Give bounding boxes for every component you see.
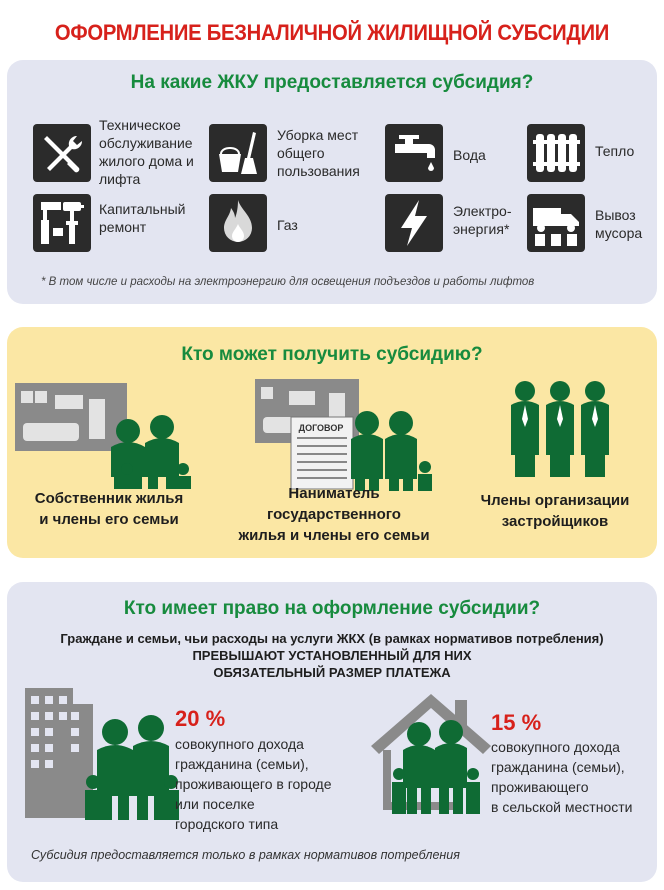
rights-line-3: ОБЯЗАТЕЛЬНЫЙ РАЗМЕР ПЛАТЕЖА	[213, 665, 451, 680]
rural-house-family-illustration	[369, 690, 493, 814]
who-label-tenant: Наниматель государственного жилья и члены его семьи	[238, 485, 430, 544]
owner-family-illustration	[15, 379, 197, 489]
rights-note: Субсидия предоставляется только в рамках нормативов потребления	[31, 848, 460, 862]
radiator-icon	[527, 124, 585, 182]
contract-label: ДОГОВОР	[298, 423, 344, 433]
tools-icon	[33, 124, 91, 182]
service-label-gas: Газ	[277, 217, 298, 233]
city-percent: 20 %	[175, 706, 226, 731]
tenant-family-illustration	[255, 379, 435, 491]
rights-line-2: ПРЕВЫШАЮТ УСТАНОВЛЕННЫЙ ДЛЯ НИХ	[192, 648, 472, 663]
lightning-icon	[385, 194, 443, 252]
service-label-water: Вода	[453, 147, 486, 163]
garbage-truck-icon	[527, 194, 585, 252]
faucet-icon	[385, 124, 443, 182]
rights-panel	[7, 582, 657, 882]
who-heading: Кто может получить субсидию?	[181, 344, 483, 365]
page-title: ОФОРМЛЕНИЕ БЕЗНАЛИЧНОЙ ЖИЛИЩНОЙ СУБСИДИИ	[54, 20, 610, 45]
city-family-illustration	[21, 682, 181, 822]
repair-icon	[33, 194, 91, 252]
gas-flame-icon	[209, 194, 267, 252]
services-footnote: * В том числе и расходы на электроэнергию для освещения подъездов и работы лифтов	[41, 276, 535, 288]
rights-heading: Кто имеет право на оформление субсидии?	[123, 598, 541, 619]
who-label-owner: Собственник жилья и члены его семьи	[34, 490, 184, 528]
service-label-electricity: Электро-энергия*	[453, 203, 512, 237]
rural-description: совокупного дохода гражданина (семьи), проживающего в сельской местности	[491, 739, 633, 815]
services-panel	[7, 60, 657, 304]
who-panel	[7, 327, 657, 558]
service-label-cleaning: Уборка мест общего пользования	[277, 127, 360, 179]
cooperative-members-illustration	[505, 379, 615, 477]
who-label-cooperative: Члены организации застройщиков	[480, 492, 630, 530]
city-description: совокупного дохода гражданина (семьи), проживающего в городе или поселке городского типа	[175, 736, 332, 832]
service-label-maintenance: Техническое обслуживание жилого дома и лифта	[99, 117, 194, 187]
service-label-repair: Капитальный ремонт	[99, 201, 186, 235]
services-heading: На какие ЖКУ предоставляется субсидия?	[130, 72, 534, 93]
rural-percent: 15 %	[491, 710, 542, 735]
service-label-heat: Тепло	[595, 143, 635, 159]
service-label-garbage: Вывоз мусора	[595, 207, 643, 241]
cleaning-icon	[209, 124, 267, 182]
rights-line-1: Граждане и семьи, чьи расходы на услуги ЖКХ (в рамках нормативов потребления)	[60, 631, 604, 646]
